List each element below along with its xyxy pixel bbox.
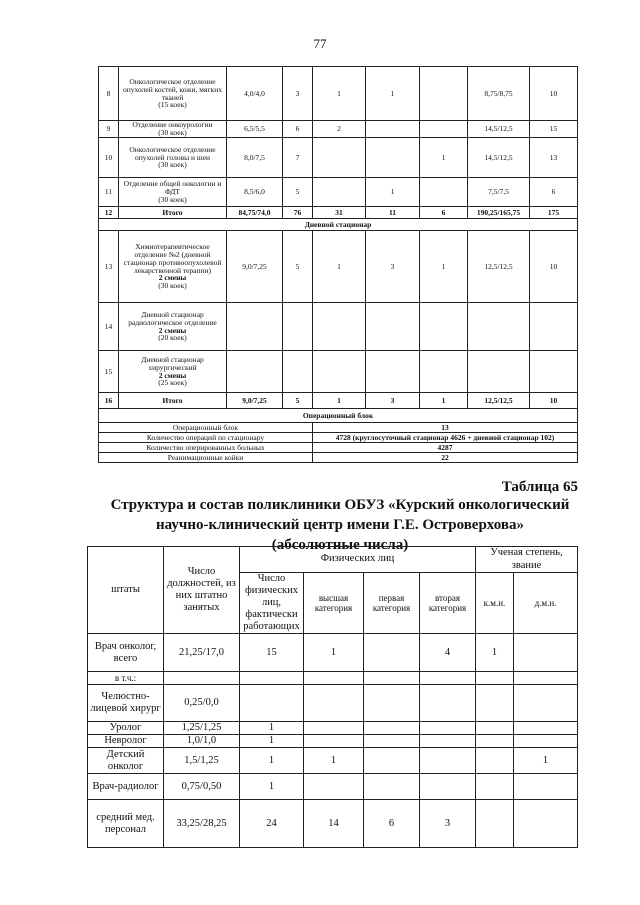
page-number: 77 (313, 36, 327, 51)
table-row: 8 Онкологическое отделение опухолей костей, кожи, мягких тканей (15 коек) 4,0/4,0 3 1 1 8,75/8,75 10 (99, 67, 578, 121)
op-row: Реанимационные койки 22 (99, 453, 578, 463)
table-caption: Структура и состав поликлиники ОБУЗ «Курский онкологический научно-клинический центр имени Г.Е. Островерхова» (абсолютные числа) (110, 497, 570, 553)
section-row-day-stationary: Дневной стационар (99, 219, 578, 231)
table-row: Невролог 1,0/1,0 1 (88, 735, 578, 748)
table-total-row: 12 Итого 84,75/74,0 76 31 11 6 190,25/165,75 175 (99, 207, 578, 219)
table-row: 15 Дневной стационар хирургический 2 смены (25 коек) (99, 351, 578, 393)
table-row: Уролог 1,25/1,25 1 (88, 722, 578, 735)
op-row: Операционный блок 13 (99, 423, 578, 433)
op-row: Количество операций по стационару 4728 (круглосуточный стационар 4626 + дневной стационар 102) (99, 433, 578, 443)
table-row: средний мед. персонал 33,25/28,25 24 14 6 3 (88, 800, 578, 848)
table-row: 11 Отделение общей онкологии и ФДТ (30 коек) 8,5/6,0 5 1 7,5/7,5 6 (99, 178, 578, 207)
section-row-operating-block: Операционный блок (99, 409, 578, 423)
table-row: 13 Химиотерапевтическое отделение №2 (дневной стационар противоопухолевой лекарственной терапии) 2 смены (30 коек) 9,0/7,25 5 1 3 1 12,5/12,5 10 (99, 231, 578, 303)
table-row: Детский онколог 1,5/1,25 1 1 1 (88, 748, 578, 774)
table-row: 10 Онкологическое отделение опухолей головы и шеи (30 коек) 8,0/7,5 7 1 14,5/12,5 13 (99, 138, 578, 178)
table-row: 14 Дневной стационар радиологическое отделение 2 смены (20 коек) (99, 303, 578, 351)
hospital-departments-table (98, 66, 578, 463)
table-label: Таблица 65 (501, 479, 578, 495)
table-row: Врач онколог, всего 21,25/17,0 15 1 4 1 (88, 634, 578, 672)
op-row: Количество оперированных больных 4287 (99, 443, 578, 453)
table-row: 9 Отделение онкоурологии (30 коек) 6,5/5,5 6 2 14,5/12,5 15 (99, 121, 578, 138)
header-row: Число физических лиц, фактически работающих высшая категория первая категория вторая категория к.м.н. д.м.н. (88, 573, 578, 634)
table-row: Челюстно-лицевой хирург 0,25/0,0 (88, 685, 578, 722)
table-row: Врач-радиолог 0,75/0,50 1 (88, 774, 578, 800)
polyclinic-staff-table (87, 546, 578, 848)
table-total-row: 16 Итого 9,0/7,25 5 1 3 1 12,5/12,5 10 (99, 393, 578, 409)
table-row: в т.ч.: (88, 672, 578, 685)
header-row: штаты Число должностей, из них штатно занятых Физических лиц Ученая степень, звание (88, 547, 578, 573)
